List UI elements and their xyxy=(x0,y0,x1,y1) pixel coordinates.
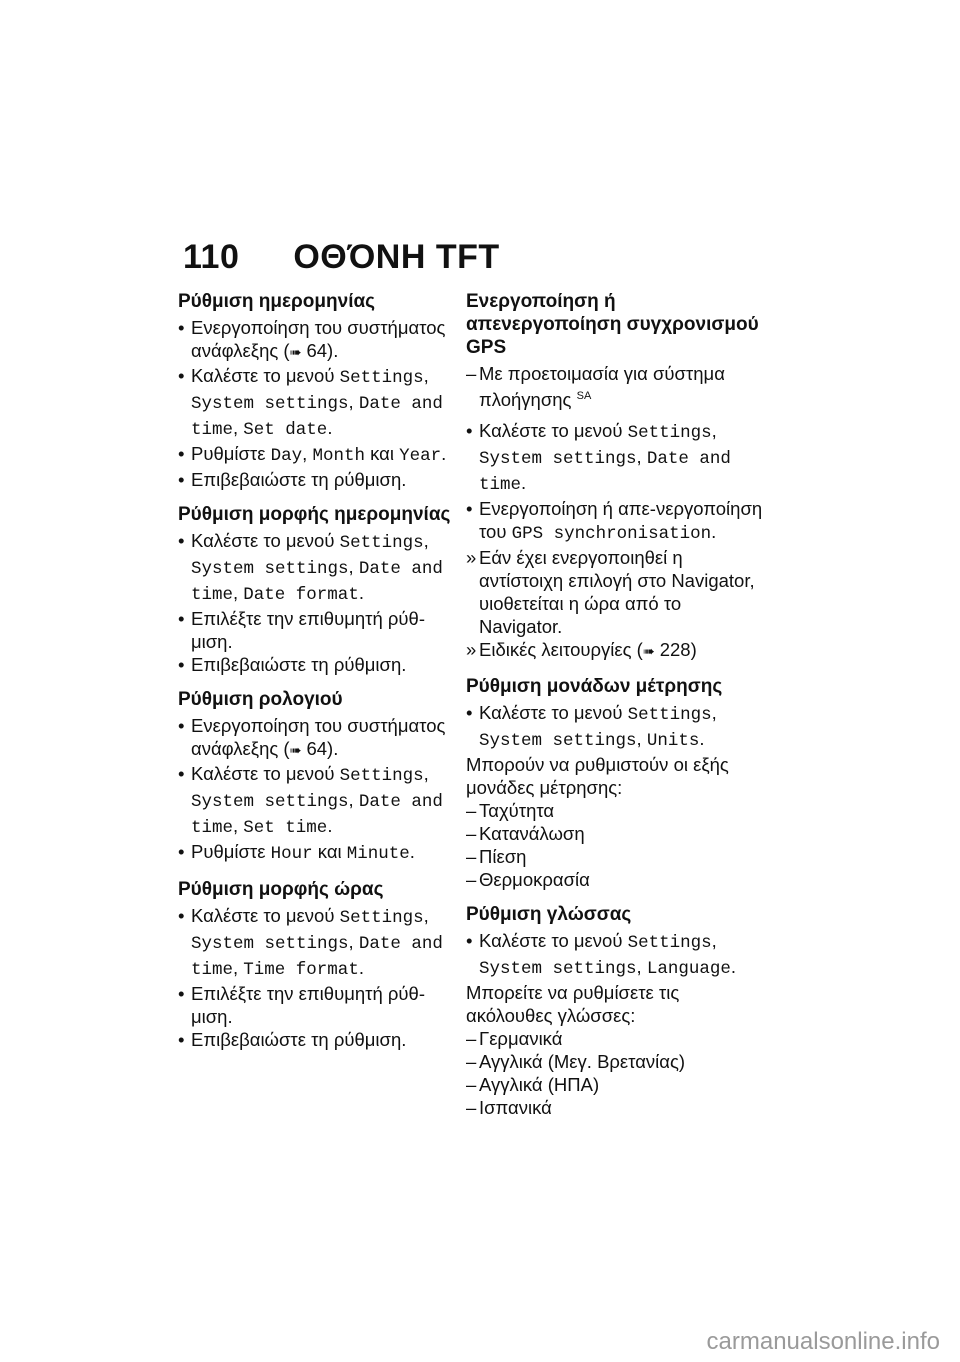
list-item: • Καλέστε το μενού Settings, System settings, Date and time, Set time. xyxy=(178,763,443,838)
arrow-icon: ➠ xyxy=(289,344,302,360)
list-item: • Καλέστε το μενού Settings, System settings, Date and time, Date format. xyxy=(178,530,443,605)
list-item: – Θερμοκρασία xyxy=(466,869,590,891)
section-gps-sync xyxy=(466,290,766,663)
paragraph: Μπορείτε να ρυθμίσετε τις ακόλουθες γλώσσες: xyxy=(466,982,680,1027)
page-title: ΟΘΌΝΗ TFT xyxy=(293,238,500,276)
section-title: Ρύθμιση γλώσσας xyxy=(466,904,632,926)
list-item: – Κατανάλωση xyxy=(466,823,585,845)
list-item: » Ειδικές λειτουργίες (➠ 228) xyxy=(466,639,697,661)
section-title: Ρύθμιση μονάδων μέτρησης xyxy=(466,676,723,698)
list-item: • Ενεργοποίηση του συστήματος ανάφλεξης (➠ 64). xyxy=(178,715,446,759)
right-column xyxy=(466,290,766,1131)
section-title: Ρύθμιση μορφής ώρας xyxy=(178,879,384,900)
arrow-icon: ➠ xyxy=(289,742,302,758)
section-language xyxy=(466,903,766,1119)
list-item: • Ενεργοποίηση του συστήματος ανάφλεξης (➠ 64). xyxy=(178,317,446,361)
left-column xyxy=(178,290,453,1063)
page-header xyxy=(183,238,500,277)
list-item: – Γερμανικά xyxy=(466,1028,563,1050)
section-set-clock xyxy=(178,688,453,866)
list-item: – Αγγλικά (ΗΠΑ) xyxy=(466,1074,600,1096)
section-time-format xyxy=(178,878,453,1051)
arrow-icon: ➠ xyxy=(642,643,655,660)
list-item: • Καλέστε το μενού Settings, System settings, Date and time, Time format. xyxy=(178,905,443,980)
list-item: – Πίεση xyxy=(466,846,527,868)
section-date-format xyxy=(178,503,453,676)
section-title: Ενεργοποίηση ή απενεργοποίηση συγχρονισμού GPS xyxy=(466,291,759,358)
list-item: • Επιλέξτε την επιθυμητή ρύθ-μιση. xyxy=(178,983,425,1027)
list-item: • Ενεργοποίηση ή απε-νεργοποίηση του GPS synchronisation. xyxy=(466,498,763,545)
list-item: • Καλέστε το μενού Settings, System settings, Language. xyxy=(466,930,736,980)
list-item: • Ρυθμίστε Hour και Minute. xyxy=(178,841,415,864)
watermark: carmanualsonline.info xyxy=(706,1328,940,1355)
list-item: » Εάν έχει ενεργοποιηθεί η αντίστοιχη επιλογή στο Navigator, υιοθετείται η ώρα από το Navigator. xyxy=(466,547,755,638)
list-item: • Καλέστε το μενού Settings, System settings, Date and time, Set date. xyxy=(178,365,443,440)
list-item: • Επιλέξτε την επιθυμητή ρύθ-μιση. xyxy=(178,608,425,652)
section-set-date xyxy=(178,290,453,491)
section-title: Ρύθμιση ρολογιού xyxy=(178,689,343,710)
list-item: – Αγγλικά (Μεγ. Βρετανίας) xyxy=(466,1051,686,1073)
page-number: 110 xyxy=(183,238,240,276)
list-item: – Ισπανικά xyxy=(466,1097,552,1119)
section-title: Ρύθμιση ημερομηνίας xyxy=(178,291,376,312)
section-title: Ρύθμιση μορφής ημερομηνίας xyxy=(178,504,451,525)
section-units xyxy=(466,675,766,891)
list-item: • Επιβεβαιώστε τη ρύθμιση. xyxy=(178,1029,407,1050)
paragraph: Μπορούν να ρυθμιστούν οι εξής μονάδες μέτρησης: xyxy=(466,754,729,799)
list-item: – Ταχύτητα xyxy=(466,800,555,822)
list-item: – Με προετοιμασία για σύστημα πλοήγησης $^{SA}$ xyxy=(466,363,725,411)
list-item: • Επιβεβαιώστε τη ρύθμιση. xyxy=(178,654,407,675)
list-item: • Καλέστε το μενού Settings, System settings, Units. xyxy=(466,702,717,752)
list-item: • Ρυθμίστε Day, Month και Year. xyxy=(178,443,447,466)
list-item: • Καλέστε το μενού Settings, System settings, Date and time. xyxy=(466,420,731,496)
sa-superscript: SA xyxy=(576,390,592,402)
list-item: • Επιβεβαιώστε τη ρύθμιση. xyxy=(178,469,407,490)
